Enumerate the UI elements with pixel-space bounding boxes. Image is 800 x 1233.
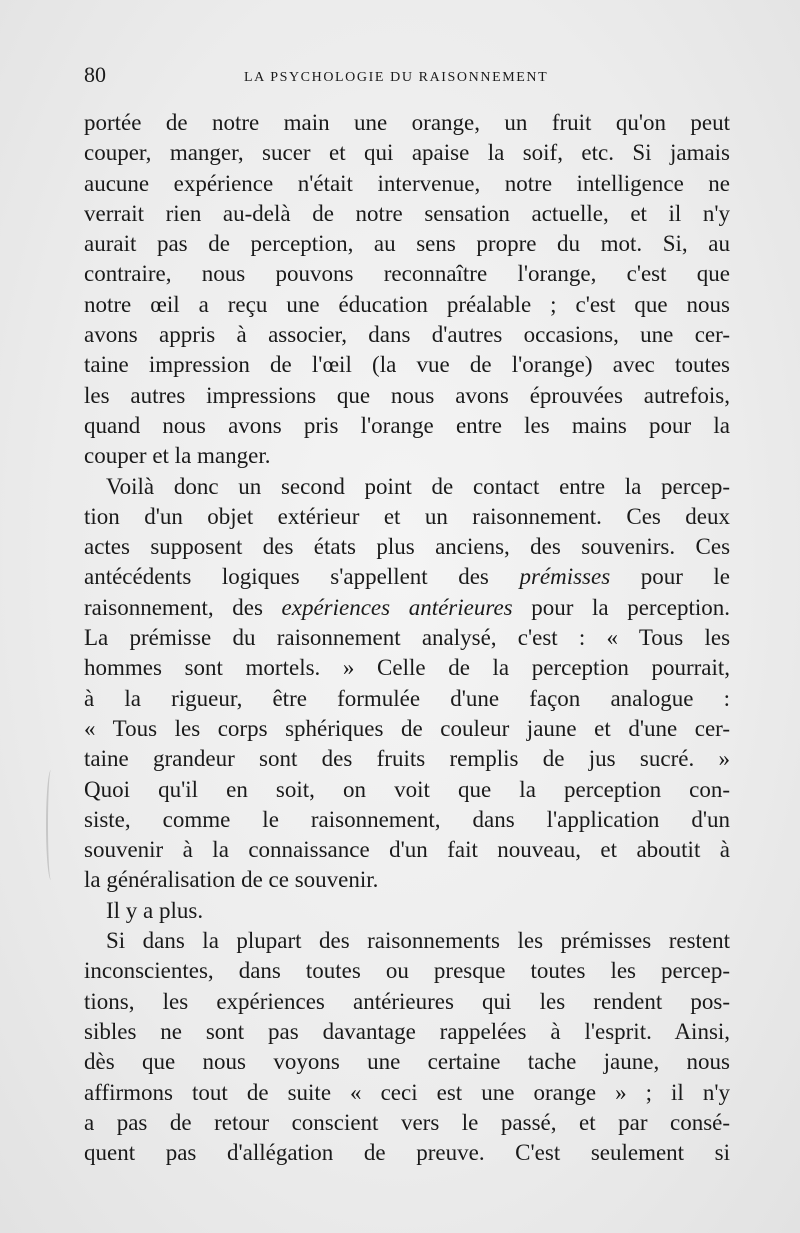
paragraph [84,896,730,926]
text-run: antécédents logiques s'appellent des [84,564,520,590]
text-line: La prémisse du raisonnement analysé, c'est : « Tous les [84,625,731,651]
text-line: « Tous les corps sphériques de couleur jaune et d'une cer- [84,715,731,741]
text-line: siste, comme le raisonnement, dans l'application d'un [84,806,730,832]
text-line-mixed [84,562,730,592]
text-line: souvenir à la connaissance d'un fait nouveau, et aboutit à [84,837,730,863]
text-line: quent pas d'allégation de preuve. C'est seulement si [84,1140,731,1166]
text-line: verrait rien au-delà de notre sensation actuelle, et il n'y [84,200,731,226]
text-line: inconscientes, dans toutes ou presque toutes les percep- [84,958,730,984]
page-number: 80 [84,62,106,87]
text-line: dès que nous voyons une certaine tache jaune, nous [84,1049,730,1075]
text-line: Voilà donc un second point de contact entre la percep- [106,473,731,499]
italic-term: expériences antérieures [281,594,513,620]
text-line: à la rigueur, être formulée d'une façon analogue : [84,685,730,711]
text-run: pour le [610,564,731,590]
text-line: avons appris à associer, dans d'autres occasions, une cer- [84,322,730,348]
italic-term: prémisses [519,564,611,590]
text-line: couper, manger, sucer et qui apaise la soif, etc. Si jamais [84,140,731,166]
text-line: contraire, nous pouvons reconnaître l'orange, c'est que [84,261,731,287]
text-line: Quoi qu'il en soit, on voit que la perception con- [84,776,731,802]
text-line: taine grandeur sont des fruits remplis de jus sucré. » [84,746,730,772]
text-line: Il y a plus. [106,897,204,923]
text-line: tions, les expériences antérieures qui les rendent pos- [84,988,731,1014]
paragraph [84,472,730,896]
text-line: les autres impressions que nous avons éprouvées autrefois, [84,382,731,408]
text-line: actes supposent des états plus anciens, des souvenirs. Ces [84,534,731,560]
text-line: hommes sont mortels. » Celle de la perception pourrait, [84,655,731,681]
running-head: LA PSYCHOLOGIE DU RAISONNEMENT [244,70,549,85]
text-line-mixed [84,593,730,623]
text-line: aucune expérience n'était intervenue, notre intelligence ne [84,170,731,196]
text-line: notre œil a reçu une éducation préalable ; c'est que nous [84,291,730,317]
text-line: la généralisation de ce souvenir. [84,867,379,893]
margin-pencil-mark [46,770,56,880]
text-line: sibles ne sont pas davantage rappelées à l'esprit. Ainsi, [84,1018,731,1044]
text-line: aurait pas de perception, au sens propre du mot. Si, au [84,231,730,257]
text-line: tion d'un objet extérieur et un raisonnement. Ces deux [84,503,730,529]
text-line: affirmons tout de suite « ceci est une orange » ; il n'y [84,1079,730,1105]
body-text [84,108,730,1168]
text-line: couper et la manger. [84,443,271,469]
text-run: pour la perception. [512,594,731,620]
text-line: Si dans la plupart des raisonnements les prémisses restent [106,928,731,954]
text-line: quand nous avons pris l'orange entre les mains pour la [84,412,730,438]
text-line: a pas de retour conscient vers le passé, et par consé- [84,1109,731,1135]
text-run: raisonnement, des [84,594,282,620]
page-header [84,62,730,92]
paragraph [84,108,730,472]
text-line: portée de notre main une orange, un fruit qu'on peut [84,110,730,135]
paragraph [84,926,730,1168]
text-line: taine impression de l'œil (la vue de l'orange) avec toutes [84,352,730,378]
